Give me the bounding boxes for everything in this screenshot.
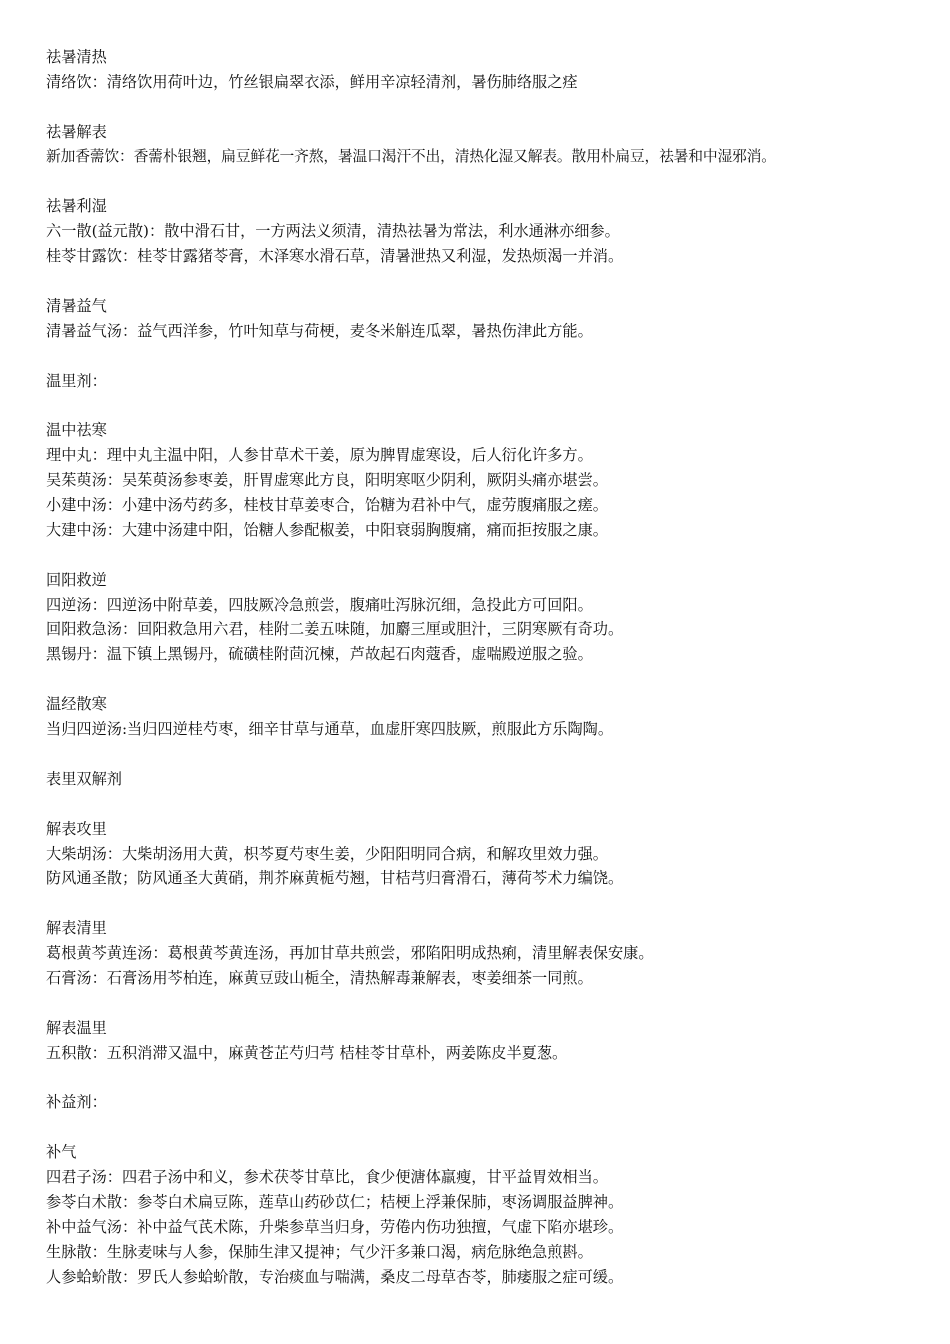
- formula-line: 参苓白术散：参苓白术扁豆陈，莲草山药砂苡仁；桔梗上浮兼保肺，枣汤调服益脾神。: [46, 1192, 624, 1211]
- formula-line: 防风通圣散；防风通圣大黄硝，荆芥麻黄栀芍翘，甘桔芎归膏滑石，薄荷芩术力编饶。: [46, 869, 624, 888]
- blank-line: [46, 1115, 936, 1140]
- formula-line: 四君子汤：四君子汤中和义，参术茯苓甘草比，食少便溏体羸瘦，甘平益胃效相当。: [46, 1168, 608, 1187]
- section-heading: 解表清里: [46, 919, 107, 938]
- document-body: [46, 45, 936, 1290]
- section-heading: 回阳救逆: [46, 570, 107, 589]
- formula-line: 补中益气汤：补中益气芪术陈，升柴参草当归身，劳倦内伤功独擅，气虚下陷亦堪珍。: [46, 1217, 624, 1236]
- blank-line: [46, 95, 936, 120]
- section-heading: 祛暑利湿: [46, 197, 107, 216]
- category-heading: 表里双解剂: [46, 769, 122, 788]
- formula-line: 理中丸：理中丸主温中阳，人参甘草术干姜，原为脾胃虚寒设，后人衍化许多方。: [46, 446, 593, 465]
- section-heading: 清暑益气: [46, 296, 107, 315]
- formula-line: 大建中汤：大建中汤建中阳，饴糖人参配椒姜，中阳衰弱胸腹痛，痛而拒按服之康。: [46, 520, 608, 539]
- formula-line: 生脉散：生脉麦味与人参，保肺生津又提神；气少汗多兼口渴，病危脉绝急煎斟。: [46, 1242, 593, 1261]
- formula-line: 五积散：五积消滞又温中，麻黄苍芷芍归芎 桔桂苓甘草朴，两姜陈皮半夏葱。: [46, 1043, 568, 1062]
- formula-line: 清络饮：清络饮用荷叶边，竹丝银扁翠衣添，鲜用辛凉轻清剂，暑伤肺络服之痊: [46, 72, 578, 91]
- formula-line: 吴茱萸汤：吴茱萸汤参枣姜，肝胃虚寒此方良，阳明寒呕少阴利，厥阴头痛亦堪尝。: [46, 471, 608, 490]
- formula-line: 葛根黄芩黄连汤：葛根黄芩黄连汤，再加甘草共煎尝，邪陷阳明成热痢，清里解表保安康。: [46, 944, 654, 963]
- formula-line: 清暑益气汤：益气西洋参，竹叶知草与荷梗，麦冬米斛连瓜翠，暑热伤津此方能。: [46, 321, 593, 340]
- formula-line: 人参蛤蚧散：罗氏人参蛤蚧散，专治痰血与喘满，桑皮二母草杏苓，肺痿服之症可缓。: [46, 1267, 624, 1286]
- formula-line: 小建中汤：小建中汤芍药多，桂枝甘草姜枣合，饴糖为君补中气，虚劳腹痛服之瘥。: [46, 496, 608, 515]
- section-heading: 温经散寒: [46, 695, 107, 714]
- formula-line: 当归四逆汤:当归四逆桂芍枣，细辛甘草与通草，血虚肝寒四肢厥，煎服此方乐陶陶。: [46, 720, 614, 739]
- blank-line: [46, 269, 936, 294]
- blank-line: [46, 742, 936, 767]
- section-heading: 解表攻里: [46, 819, 107, 838]
- section-heading: 祛暑清热: [46, 48, 107, 66]
- formula-line: 大柴胡汤：大柴胡汤用大黄，枳芩夏芍枣生姜，少阳阳明同合病，和解攻里效力强。: [46, 844, 608, 863]
- blank-line: [46, 344, 936, 369]
- formula-line: 桂苓甘露饮：桂苓甘露猪苓膏，木泽寒水滑石草，清暑泄热又利湿，发热烦渴一并消。: [46, 247, 624, 266]
- formula-line: 四逆汤：四逆汤中附草姜，四肢厥冷急煎尝，腹痛吐泻脉沉细，急投此方可回阳。: [46, 595, 593, 614]
- category-heading: 温里剂：: [46, 371, 107, 390]
- blank-line: [46, 169, 936, 194]
- formula-line: 回阳救急汤：回阳救急用六君，桂附二姜五味随，加麝三厘或胆汁，三阴寒厥有奇功。: [46, 620, 624, 639]
- formula-line: 新加香薷饮：香薷朴银翘，扁豆鲜花一齐熬，暑温口渴汗不出，清热化湿又解表。散用朴扁豆，祛暑和中湿邪消。: [46, 147, 776, 165]
- formula-line: 六一散(益元散)：散中滑石甘，一方两法义须清，清热祛暑为常法，利水通淋亦细参。: [46, 222, 620, 241]
- section-heading: 补气: [46, 1143, 77, 1162]
- section-heading: 祛暑解表: [46, 122, 107, 141]
- category-heading: 补益剂：: [46, 1093, 107, 1112]
- blank-line: [46, 543, 936, 568]
- blank-line: [46, 891, 936, 916]
- formula-line: 黑锡丹：温下镇上黑锡丹，硫磺桂附茴沉楝，芦故起石肉蔻香，虚喘殿逆服之验。: [46, 645, 593, 664]
- section-heading: 温中祛寒: [46, 421, 107, 440]
- blank-line: [46, 1066, 936, 1091]
- blank-line: [46, 792, 936, 817]
- section-heading: 解表温里: [46, 1018, 107, 1037]
- blank-line: [46, 991, 936, 1016]
- blank-line: [46, 667, 936, 692]
- blank-line: [46, 393, 936, 418]
- formula-line: 石膏汤：石膏汤用芩柏连，麻黄豆豉山栀全，清热解毒兼解表，枣姜细茶一同煎。: [46, 968, 593, 987]
